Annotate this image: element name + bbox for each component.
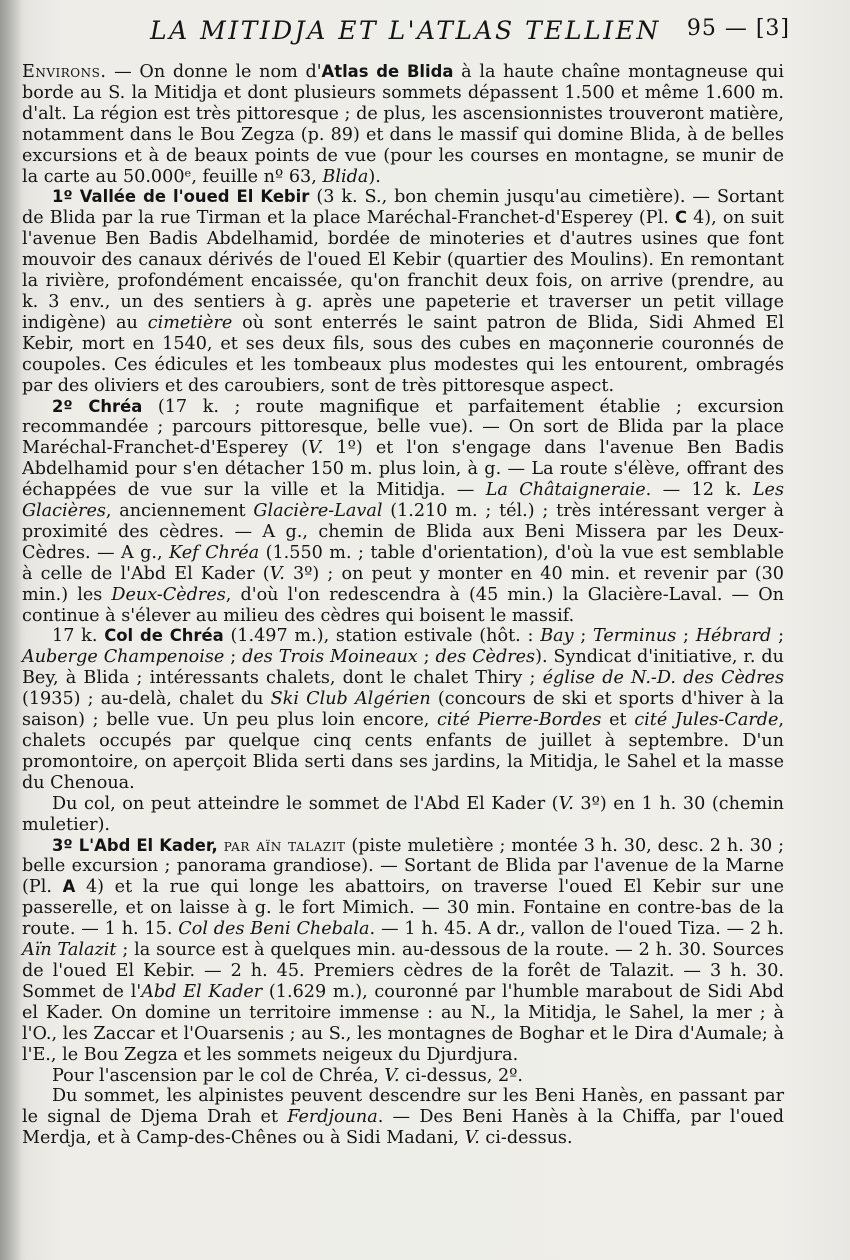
italic-run: Ferdjouna: [287, 1107, 378, 1128]
text-run: — On donne le nom d': [106, 62, 322, 82]
text-run: , chalets occupés par quelque cinq cents enfants de juillet à septembre. D'un promontoire, on aperçoit Blida serti dans ses jardins, la Mitidja, le Sahel et la masse du Chenoua.: [22, 710, 785, 793]
text-run: Du col, on peut atteindre le sommet de l'Abd El Kader (: [52, 793, 559, 814]
italic-run: cité Pierre-Bordes: [437, 710, 602, 731]
text-run: . — Des Beni Hanès à la Chiffa, par l'oued Merdja, et à Camp-des-Chênes ou à Sidi Madani,: [22, 1107, 784, 1149]
body-text: [22, 62, 784, 1149]
bold-heading-run: 3º L'Abd El Kader,: [52, 835, 218, 855]
text-run: ). Syndicat d'initiative, r. du Bey, à Blida ; intéressants chalets, dont le chalet Thiry ;: [22, 647, 784, 689]
italic-run: des Cèdres: [435, 647, 536, 668]
text-run: à la haute chaîne montagneuse qui borde au S. la Mitidja et dont plusieurs sommets dépassent 1.500 et même 1.600 m. d'alt. La région est très pittoresque ; de plus, les ascensionnistes trouveront matière, notamment dans le Bou Zegza (p. 89) et dans le massif qui domine Blida, à de belles excursions et à de beaux points de vue (pour les courses en montagne, se munir de la carte au 50.000ᵉ, feuille nº 63,: [22, 62, 784, 187]
text-run: ci-dessus, 2º.: [399, 1065, 524, 1086]
italic-run: V.: [464, 1128, 480, 1149]
running-title: LA MITIDJA ET L'ATLAS TELLIEN: [150, 16, 661, 45]
page-header: [150, 14, 790, 50]
text-run: 3º) ; on peut y monter en 40 min. et revenir par (30 min.) les: [22, 563, 784, 605]
binding-gutter-shadow: [0, 0, 22, 1260]
text-run: (1.629 m.), couronné par l'humble marabout de Sidi Abd el Kader. On domine un territoire immense : au N., la Mitidja, le Sahel, la mer ; à l'O., les Zaccar et l'Ouarsenis ; au S., les montagnes de Boghar et le Dira d'Aumale; à l'E., le Bou Zegza et les sommets neigeux du Djurdjura.: [22, 981, 784, 1065]
italic-run: Col des Beni Chebala: [178, 919, 370, 940]
text-run: ;: [771, 626, 784, 647]
italic-run: Auberge Champenoise: [22, 647, 225, 668]
paragraph-chrea: [22, 397, 784, 627]
text-run: (1.210 m. ; tél.) ; très intéressant verger à proximité des cèdres. — A g., chemin de Blida aux Beni Missera par les Deux-Cèdres. — A g.,: [22, 501, 784, 563]
text-run: ;: [224, 647, 243, 668]
text-run: (1.550 m. ; table d'orientation), d'où la vue est semblable à celle de l'Abd El Kader (: [22, 542, 785, 584]
italic-run: cité Jules-Carde: [634, 710, 779, 731]
italic-run: Hébrard: [695, 626, 772, 647]
italic-run: Aïn Talazit: [22, 940, 117, 961]
text-run: 4) et la rue qui longe les abattoirs, on traverse l'oued El Kebir sur une passerelle, et on laisse à g. le fort Mimich. — 30 min. Fontaine en contre-bas de la route. — 1 h. 15.: [22, 877, 785, 940]
text-run: . — 1 h. 45. A dr., vallon de l'oued Tiza. — 2 h.: [369, 919, 784, 940]
text-run: ).: [368, 166, 381, 187]
text-run: , d'où l'on redescendra à (45 min.) la Glacière-Laval. — On continue à s'élever au milieu des cèdres qui boisent le massif.: [22, 584, 784, 626]
text-run: 17 k.: [52, 626, 105, 647]
text-run: Pour l'ascension par le col de Chréa,: [52, 1065, 385, 1086]
bold-heading-run: Col de Chréa: [104, 626, 224, 646]
italic-run: Terminus: [593, 626, 677, 647]
paragraph-du-col: [22, 794, 784, 836]
italic-run: La Châtaigneraie: [485, 480, 646, 501]
text-run: (17 k. ; route magnifique et parfaitement établie ; excursion recommandée ; parcours pittoresque, belle vue). — On sort de Blida par la place Maréchal-Franchet-d'Esperey (: [22, 396, 784, 459]
text-run: (concours de ski et sports d'hiver à la saison) ; belle vue. Un peu plus loin encore,: [22, 689, 785, 731]
text-run: (1.497 m.), station estivale (hôt. :: [223, 626, 541, 647]
italic-run: Kef Chréa: [169, 542, 260, 563]
paragraph-ascension-col-chrea: [22, 1066, 784, 1087]
paragraph-du-sommet: [22, 1086, 784, 1149]
italic-run: Les Glacières: [22, 480, 784, 522]
text-run: 4), on suit l'avenue Ben Badis Abdelhamid, bordée de minoteries et d'autres usines que font mouvoir des canaux dérivés de l'oued El Kebir (quartier des Moulins). En remontant la rivière, profondément encaissée, qu'on franchit deux fois, on arrive (prendre, au k. 3 env., un des sentiers à g. après une papeterie et traverser un petit village indigène) au: [22, 208, 784, 333]
italic-run: V.: [384, 1065, 400, 1086]
italic-run: église de N.-D. des Cèdres: [542, 668, 784, 689]
paragraph-vallee-oued-el-kebir: [22, 187, 784, 396]
text-run: . — 12 k.: [645, 480, 753, 501]
text-run: (3 k. S., bon chemin jusqu'au cimetière). — Sortant de Blida par la rue Tirman et la place Maréchal-Franchet-d'Esperey (Pl.: [22, 187, 784, 229]
text-run: ; la source est à quelques min. au-dessous de la route. — 2 h. 30. Sources de l'oued El Kebir. — 2 h. 45. Premiers cèdres de la forêt de Talazit. — 3 h. 30. Sommet de l': [22, 940, 784, 1002]
italic-run: Blida: [322, 166, 369, 187]
text-run: ;: [573, 626, 594, 647]
text-run: ;: [417, 647, 436, 668]
italic-run: Ski Club Algérien: [270, 689, 431, 710]
page-number: 95 — [3]: [686, 16, 790, 41]
text-run: , anciennement: [105, 501, 254, 522]
text-run: Du sommet, les alpinistes peuvent descendre sur les Beni Hanès, en passant par le signal de Djema Drah et: [22, 1086, 784, 1128]
text-run: et: [601, 710, 635, 731]
bold-heading-run: Atlas de Blida: [321, 62, 454, 81]
italic-run: V.: [269, 563, 285, 584]
small-caps-run: par aïn talazit: [223, 835, 346, 856]
text-run: (piste muletière ; montée 3 h. 30, desc. 2 h. 30 ; belle excursion ; panorama grandiose). — Sortant de Blida par l'avenue de la Marne (Pl.: [22, 835, 785, 898]
small-caps-run: Environs.: [22, 62, 107, 82]
italic-run: V.: [558, 793, 574, 814]
italic-run: Glacière-Laval: [253, 501, 383, 522]
italic-run: Abd El Kader: [141, 981, 263, 1002]
italic-run: cimetière: [147, 312, 233, 333]
text-run: (1935) ; au-delà, chalet du: [22, 689, 271, 710]
paragraph-environs: [22, 62, 784, 187]
bold-heading-run: 1º Vallée de l'oued El Kebir: [52, 187, 310, 207]
bold-heading-run: A: [62, 877, 76, 897]
italic-run: V.: [308, 438, 324, 459]
text-run: ci-dessus.: [479, 1128, 573, 1149]
text-run: 3º) en 1 h. 30 (chemin muletier).: [22, 793, 784, 835]
paragraph-abd-el-kader: [22, 836, 784, 1066]
paragraph-col-de-chrea: [22, 626, 784, 793]
text-run: 1º) et l'on s'engage dans l'avenue Ben Badis Abdelhamid pour s'en détacher 150 m. plus loin, à g. — La route s'élève, offrant des échappées de vue sur la ville et la Mitidja. —: [22, 438, 784, 501]
bold-heading-run: 2º Chréa: [52, 396, 143, 416]
bold-heading-run: C: [674, 208, 687, 228]
text-run: où sont enterrés le saint patron de Blida, Sidi Ahmed El Kebir, mort en 1540, et ses deux fils, sous des cubes en maçonnerie couronnés de coupoles. Ces édicules et les tombeaux plus modestes qui les entourent, ombragés par des oliviers et des caroubiers, sont de très pittoresque aspect.: [22, 312, 785, 396]
italic-run: des Trois Moineaux: [242, 647, 418, 668]
text-run: ;: [676, 626, 696, 647]
italic-run: Deux-Cèdres: [111, 584, 226, 605]
italic-run: Bay: [540, 626, 574, 647]
